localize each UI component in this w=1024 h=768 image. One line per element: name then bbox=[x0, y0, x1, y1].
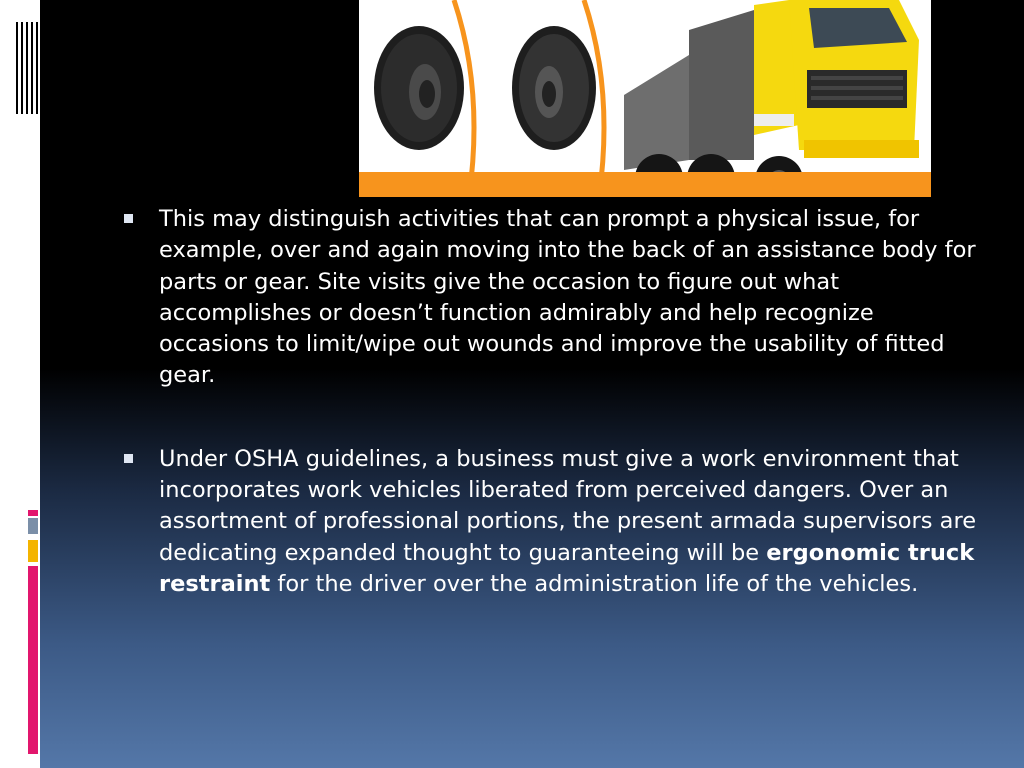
bullet-item bbox=[120, 444, 980, 600]
truck-and-tires-image bbox=[359, 0, 931, 197]
left-decorative-strip bbox=[0, 0, 40, 768]
bold-phrase: ergonomic truck restraint bbox=[159, 539, 975, 597]
square-bullet-icon bbox=[124, 454, 133, 463]
bullet-item bbox=[120, 204, 980, 392]
dump-truck-icon bbox=[624, 0, 919, 197]
bullet-text-before: Under OSHA guidelines, a business must give a work environment that incorporates work vehicles liberated from perceived dangers. Over an assortment of professional portions, the present armada supervisors are dedicating expanded thought to guaranteeing will be bbox=[159, 445, 977, 566]
square-bullet-icon bbox=[124, 214, 133, 223]
bullet-text: This may distinguish activities that can prompt a physical issue, for example, over and again moving into the back of an assistance body for parts or gear. Site visits give the occasion to figure out what accomplishes or doesn’t function admirably and help recognize occasions to limit/wipe out wounds and improve the usability of fitted gear. bbox=[159, 206, 976, 389]
slide-body bbox=[120, 204, 980, 652]
tire-icon bbox=[512, 26, 596, 150]
window-blinds-icon bbox=[16, 22, 38, 114]
gray-accent-bar bbox=[28, 518, 38, 534]
magenta-accent-bar bbox=[28, 566, 38, 754]
pink-accent-bar bbox=[28, 510, 38, 516]
tire-icon bbox=[374, 26, 464, 150]
yellow-accent-bar bbox=[28, 540, 38, 562]
bullet-text-after: for the driver over the administration life of the vehicles. bbox=[270, 570, 919, 597]
